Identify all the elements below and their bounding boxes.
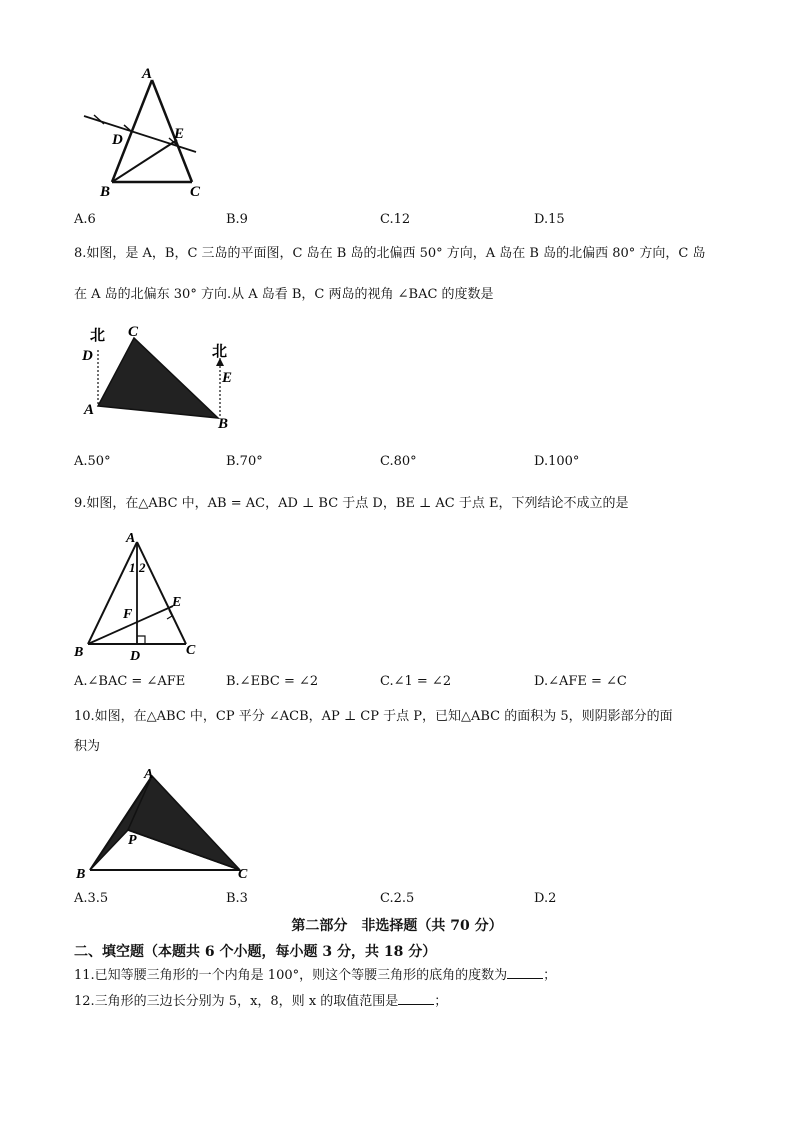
q7-triangle-figure [80, 60, 210, 200]
q10-label-c: C [238, 867, 248, 882]
q9-triangle-figure [72, 526, 212, 666]
q8-question-line2: 在 A 岛的北偏东 30° 方向.从 A 岛看 B，C 两岛的视角 ∠BAC 的度数是 [74, 287, 494, 302]
q11-text: 11.已知等腰三角形的一个内角是 100°，则这个等腰三角形的底角的度数为 [74, 968, 508, 983]
q7-label-e: E [174, 126, 185, 142]
q10-label-a: A [144, 767, 154, 782]
q10-label-b: B [76, 867, 86, 882]
q11-answer-blank[interactable] [507, 966, 543, 979]
q7-label-c: C [190, 184, 201, 200]
q8-label-d: D [82, 348, 93, 364]
q8-north-label-right: 北 [212, 342, 228, 360]
q11-question [74, 966, 556, 985]
q8-option-d[interactable]: D.100° [534, 454, 580, 469]
q9-option-a[interactable]: A.∠BAC = ∠AFE [74, 674, 186, 689]
q7-label-a: A [142, 66, 153, 82]
q10-triangle-figure [72, 764, 258, 884]
q8-label-b: B [218, 416, 229, 432]
q7-option-b[interactable]: B.9 [226, 212, 248, 227]
q10-question-line1: 10.如图，在△ABC 中，CP 平分 ∠ACB，AP ⊥ CP 于点 P，已知△ABC 的面积为 5，则阴影部分的面 [74, 709, 673, 724]
q8-islands-figure [78, 322, 248, 432]
q7-label-b: B [100, 184, 111, 200]
q8-option-c[interactable]: C.80° [380, 454, 417, 469]
q9-label-d: D [130, 649, 141, 664]
q8-north-label-left: 北 [90, 326, 106, 344]
q9-label-a: A [126, 531, 136, 546]
q8-option-b[interactable]: B.70° [226, 454, 263, 469]
q9-label-f: F [123, 607, 133, 622]
q12-text: 12.三角形的三边长分别为 5，x，8，则 x 的取值范围是 [74, 994, 399, 1009]
q7-option-a[interactable]: A.6 [74, 212, 96, 227]
q7-label-d: D [112, 132, 123, 148]
q8-label-a: A [84, 402, 95, 418]
q10-option-d[interactable]: D.2 [534, 891, 557, 906]
q9-option-b[interactable]: B.∠EBC = ∠2 [226, 674, 319, 689]
q10-question-line2: 积为 [74, 739, 101, 754]
q9-label-two: 2 [139, 560, 146, 575]
q9-label-b: B [74, 645, 84, 660]
q11-tail: ； [543, 968, 557, 983]
part2-title: 第二部分 非选择题（共 70 分） [291, 918, 503, 934]
q12-tail: ； [434, 994, 448, 1009]
q10-label-p: P [128, 833, 137, 848]
q9-option-d[interactable]: D.∠AFE = ∠C [534, 674, 627, 689]
q8-label-e: E [222, 370, 233, 386]
q12-answer-blank[interactable] [398, 992, 434, 1005]
q12-question [74, 992, 447, 1011]
q9-label-e: E [172, 595, 182, 610]
q9-option-c[interactable]: C.∠1 = ∠2 [380, 674, 452, 689]
q8-label-c: C [128, 324, 139, 340]
q7-option-c[interactable]: C.12 [380, 212, 411, 227]
q10-option-c[interactable]: C.2.5 [380, 891, 415, 906]
q9-label-one: 1 [129, 560, 136, 575]
q9-question: 9.如图，在△ABC 中，AB = AC，AD ⊥ BC 于点 D，BE ⊥ AC 于点 E，下列结论不成立的是 [74, 496, 629, 511]
section2-title: 二、填空题（本题共 6 个小题，每小题 3 分，共 18 分） [74, 944, 437, 960]
q10-option-b[interactable]: B.3 [226, 891, 248, 906]
q9-label-c: C [186, 643, 196, 658]
q8-option-a[interactable]: A.50° [74, 454, 111, 469]
q8-question-line1: 8.如图，是 A，B，C 三岛的平面图，C 岛在 B 岛的北偏西 50° 方向，A 岛在 B 岛的北偏西 80° 方向，C 岛 [74, 246, 706, 261]
q10-option-a[interactable]: A.3.5 [74, 891, 109, 906]
q7-option-d[interactable]: D.15 [534, 212, 565, 227]
